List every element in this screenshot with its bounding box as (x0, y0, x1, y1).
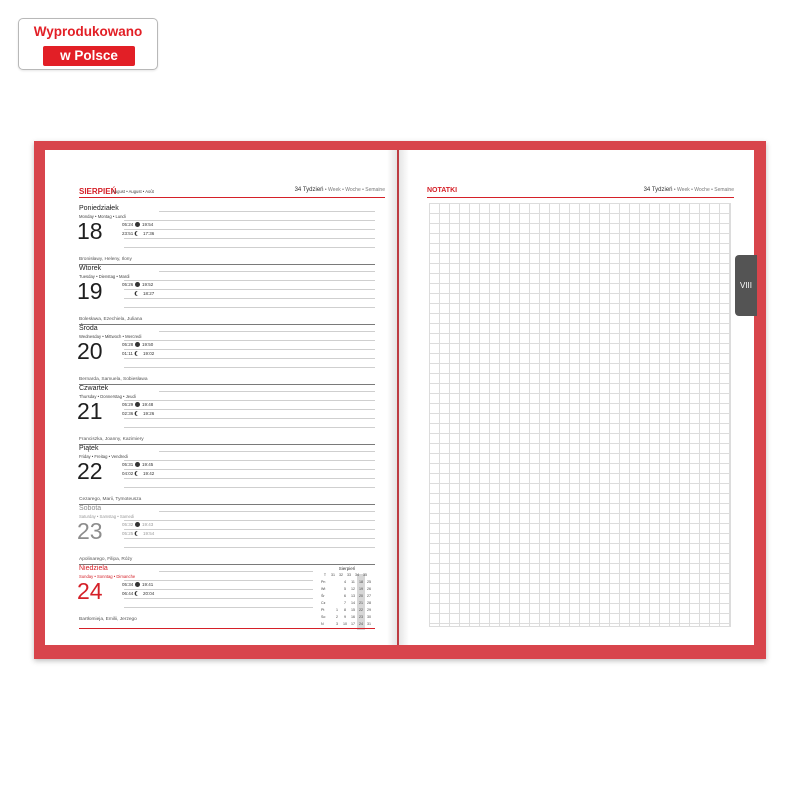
moonset-time: 19:54 (143, 531, 155, 536)
writing-line (124, 289, 375, 290)
page-bottom-line (79, 628, 375, 629)
day-translations: Thursday • Donnerstag • Jeudi (79, 394, 136, 399)
date-cell (333, 593, 341, 600)
sunrise-time: 05:32 (122, 522, 134, 527)
writing-line (124, 607, 313, 608)
day-name: Wtorek (79, 265, 102, 272)
moonrise-time: 02:36 (122, 411, 134, 416)
date-cell: 28 (367, 601, 371, 605)
day-number: 23 (77, 518, 103, 544)
week-translations: • Week • Woche • Semaine (323, 187, 385, 193)
moonset-time: 19:02 (143, 351, 155, 356)
name-days: Franciszka, Joanny, Kazimiery (79, 437, 144, 442)
date-cell: 17 (351, 622, 355, 626)
moonset-time: 18:27 (143, 291, 155, 296)
date-cell (333, 586, 341, 593)
writing-line (124, 469, 375, 470)
date-cell: 21 (359, 601, 363, 605)
writing-line (124, 358, 375, 359)
day-name: Poniedziałek (79, 205, 119, 212)
weekday-label: Wt (321, 587, 326, 591)
moon-icon (136, 231, 141, 236)
writing-line (124, 340, 375, 341)
moon-icon (136, 591, 141, 596)
writing-line (124, 298, 375, 299)
day-name: Piątek (79, 445, 99, 452)
badge-line-1: Wyprodukowano (33, 24, 143, 39)
date-cell: 27 (367, 594, 371, 598)
date-cell: 14 (351, 601, 355, 605)
moonrise-time: 06:44 (122, 591, 134, 596)
writing-line (124, 529, 375, 530)
day-number: 21 (77, 398, 103, 424)
moon-icon (136, 471, 141, 476)
sunset-time: 19:45 (142, 462, 154, 467)
name-days: Bartłomieja, Emilii, Jerzego (79, 617, 137, 622)
notes-grid[interactable] (429, 203, 731, 627)
moonrise-time: 05:25 (122, 531, 134, 536)
mini-calendar-header-cell: 32 (339, 573, 343, 577)
date-cell (333, 579, 341, 586)
sunset-time: 19:54 (142, 222, 154, 227)
planner-cover (34, 141, 766, 659)
made-in-poland-badge (18, 18, 158, 70)
day-translations: Tuesday • Dienstag • Mardi (79, 274, 130, 279)
date-cell: 18 (359, 580, 363, 584)
date-cell: 31 (367, 622, 371, 626)
date-cell: 22 (359, 608, 363, 612)
date-cell: 2 (336, 615, 338, 619)
mini-calendar-header (321, 572, 369, 579)
writing-line (159, 391, 375, 392)
moonset-time: 19:42 (143, 471, 155, 476)
week-number: 34 Tydzień (643, 187, 673, 193)
day-entry-saturday (79, 505, 375, 565)
date-cell: 24 (359, 622, 363, 626)
week-header (644, 187, 734, 193)
name-days: Bronisławy, Heleny, Ilony (79, 257, 132, 262)
sunset-time: 19:43 (142, 522, 154, 527)
sun-icon (135, 582, 140, 587)
sun-icon (135, 522, 140, 527)
writing-line (124, 478, 375, 479)
date-cell: 3 (336, 622, 338, 626)
mini-calendar-row (321, 586, 373, 593)
right-page (399, 150, 754, 645)
moonrise-time: 01:11 (122, 351, 133, 356)
header-divider (427, 197, 734, 198)
date-cell: 13 (351, 594, 355, 598)
date-cell (333, 600, 341, 607)
date-cell: 8 (344, 608, 346, 612)
writing-line (124, 307, 375, 308)
day-entry-friday (79, 445, 375, 505)
writing-line (124, 427, 375, 428)
sunrise-time: 05:28 (122, 342, 134, 347)
date-cell: 7 (344, 601, 346, 605)
mini-calendar-row (321, 614, 373, 621)
weekday-label: So (321, 615, 326, 619)
writing-line (124, 487, 375, 488)
week-number: 34 Tydzień (294, 187, 324, 193)
month-tab[interactable]: VIII (735, 255, 757, 316)
writing-line (159, 511, 375, 512)
writing-line (159, 271, 375, 272)
sunset-time: 19:41 (142, 582, 154, 587)
mini-calendar-header-cell: 35 (363, 573, 367, 577)
day-number: 20 (77, 338, 103, 364)
sunrise-time: 05:29 (122, 402, 134, 407)
sunrise-time: 05:24 (122, 222, 134, 227)
day-entry-wednesday (79, 325, 375, 385)
writing-line (124, 247, 375, 248)
day-name: Sobota (79, 505, 102, 512)
day-name: Środa (79, 325, 98, 332)
moon-icon (136, 291, 141, 296)
date-cell: 5 (344, 587, 346, 591)
writing-line (124, 280, 375, 281)
moonset-time: 17:36 (143, 231, 155, 236)
writing-line (124, 418, 375, 419)
mini-calendar-header-cell: 31 (331, 573, 335, 577)
writing-line (124, 238, 375, 239)
mini-calendar-row (321, 600, 373, 607)
day-entry-tuesday (79, 265, 375, 325)
writing-line (124, 409, 375, 410)
day-translations: Saturday • Samstag • Samedi (79, 514, 135, 519)
writing-line (159, 331, 375, 332)
weekday-label: Cz (321, 601, 326, 605)
moonset-time: 19:26 (143, 411, 155, 416)
day-number: 22 (77, 458, 103, 484)
mini-calendar-header-cell: 34 (355, 573, 359, 577)
writing-line (124, 229, 375, 230)
writing-line (159, 451, 375, 452)
date-cell: 16 (351, 615, 355, 619)
writing-line (124, 520, 375, 521)
moon-icon (136, 351, 141, 356)
weekday-label: Pn (321, 580, 326, 584)
date-cell: 25 (367, 580, 371, 584)
day-translations: Monday • Montag • Lundi (79, 214, 126, 219)
sunrise-time: 05:26 (122, 282, 134, 287)
writing-line (159, 571, 313, 572)
date-cell: 20 (359, 594, 363, 598)
writing-line (124, 589, 313, 590)
writing-line (159, 211, 375, 212)
day-name: Niedziela (79, 565, 108, 572)
mini-calendar-header-cell: T (323, 573, 327, 577)
day-translations: Wednesday • Mittwoch • Mercredi (79, 334, 142, 339)
sun-icon (135, 462, 140, 467)
writing-line (124, 598, 313, 599)
week-header (295, 187, 385, 193)
date-cell: 12 (351, 587, 355, 591)
badge-line-2: w Polsce (43, 46, 135, 66)
mini-calendar-row (321, 607, 373, 614)
name-days: Apolinarego, Filipa, Róży (79, 557, 133, 562)
sunset-time: 19:48 (142, 402, 154, 407)
sunset-time: 19:52 (142, 282, 154, 287)
date-cell: 6 (344, 594, 346, 598)
mini-calendar-header-cell: 33 (347, 573, 351, 577)
weekday-label: Pt (321, 608, 325, 612)
day-number: 24 (77, 578, 103, 604)
weekday-label: N (321, 622, 324, 626)
day-number: 19 (77, 278, 103, 304)
day-name: Czwartek (79, 385, 109, 392)
date-cell: 30 (367, 615, 371, 619)
day-number: 18 (77, 218, 103, 244)
writing-line (124, 580, 313, 581)
date-cell: 29 (367, 608, 371, 612)
sun-icon (135, 402, 140, 407)
sunset-time: 19:50 (142, 342, 154, 347)
sunrise-time: 05:31 (122, 462, 134, 467)
day-translations: Sunday • Sonntag • Dimanche (79, 574, 136, 579)
name-days: Bolesława, Ezechiela, Juliana (79, 317, 143, 322)
date-cell: 26 (367, 587, 371, 591)
mini-calendar-row (321, 579, 373, 586)
moonrise-time: 23:51 (122, 231, 134, 236)
date-cell: 23 (359, 615, 363, 619)
month-translations: August • August • Août (112, 189, 154, 194)
header-divider (79, 197, 385, 198)
writing-line (124, 460, 375, 461)
day-entry-monday (79, 205, 375, 265)
sun-icon (135, 342, 140, 347)
date-cell: 15 (351, 608, 355, 612)
moon-icon (136, 411, 141, 416)
name-days: Bernarda, Samuela, Sobiesława (79, 377, 148, 382)
day-translations: Friday • Freitag • Vendredi (79, 454, 128, 459)
writing-line (124, 220, 375, 221)
sunrise-time: 05:34 (122, 582, 134, 587)
left-page (45, 150, 397, 645)
notes-title: NOTATKI (427, 187, 458, 194)
date-cell: 9 (344, 615, 346, 619)
date-cell: 10 (343, 622, 347, 626)
day-entry-thursday (79, 385, 375, 445)
name-days: Cezarego, Marii, Tymoteusza (79, 497, 142, 502)
moonset-time: 20:04 (143, 591, 155, 596)
moonrise-time: 04:02 (122, 471, 134, 476)
week-translations: • Week • Woche • Semaine (672, 187, 734, 193)
writing-line (124, 547, 375, 548)
month-title: SIERPIEŃ (79, 187, 117, 196)
sun-icon (135, 282, 140, 287)
writing-line (124, 400, 375, 401)
mini-calendar-title: Sierpień (338, 566, 356, 571)
date-cell: 1 (336, 608, 338, 612)
date-cell: 19 (359, 587, 363, 591)
date-cell: 11 (351, 580, 355, 584)
writing-line (124, 538, 375, 539)
writing-line (124, 367, 375, 368)
date-cell: 4 (344, 580, 346, 584)
mini-calendar-row (321, 621, 373, 628)
mini-calendar-row (321, 593, 373, 600)
moon-icon (136, 531, 141, 536)
writing-line (124, 349, 375, 350)
spine-shadow (387, 150, 409, 645)
sun-icon (135, 222, 140, 227)
weekday-label: Śr (321, 594, 325, 598)
